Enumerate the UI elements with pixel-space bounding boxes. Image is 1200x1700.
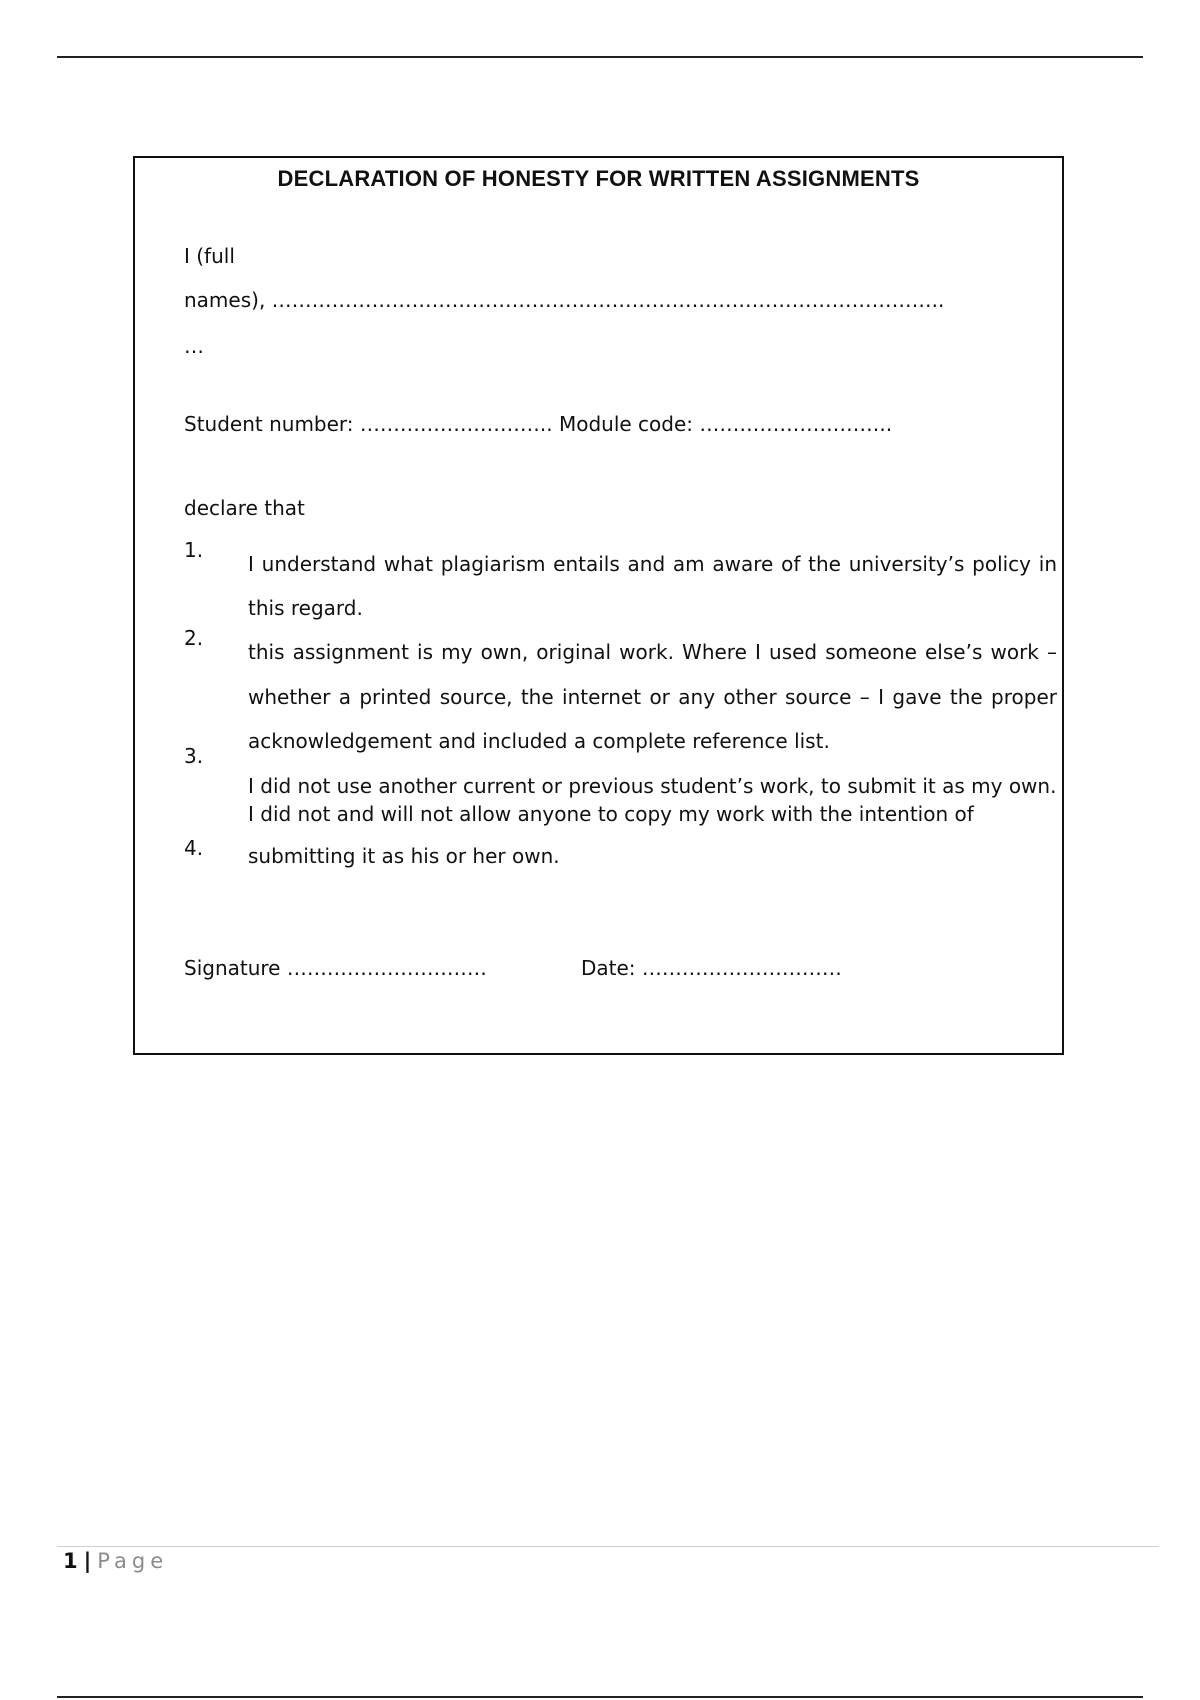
item-number: 2. <box>184 626 204 650</box>
item-1-line-1: I understand what plagiarism entails and am aware of the university’s policy in <box>248 552 1057 576</box>
footer-rule <box>57 1546 1159 1547</box>
item-4-line-2: submitting it as his or her own. <box>248 844 560 868</box>
date-line: Date: ………………………… <box>581 956 842 980</box>
item-number: 4. <box>184 836 204 860</box>
page-label: Page <box>97 1549 169 1573</box>
name-label: I (full <box>184 244 235 268</box>
item-number: 3. <box>184 744 204 768</box>
item-number: 1. <box>184 538 204 562</box>
item-2-line-3: acknowledgement and included a complete reference list. <box>248 729 830 753</box>
page-separator: | <box>83 1549 92 1573</box>
item-3-line-1: I did not use another current or previous student’s work, to submit it as my own. <box>248 774 1057 798</box>
bottom-rule <box>57 1696 1143 1698</box>
declare-that: declare that <box>184 496 305 520</box>
item-4-line-1: I did not and will not allow anyone to copy my work with the intention of <box>248 802 974 826</box>
page-number: 1 <box>63 1549 78 1573</box>
item-1-line-2: this regard. <box>248 596 363 620</box>
student-module-line: Student number: ……………………….. Module code: ……………………….. <box>184 412 893 436</box>
declaration-box <box>133 156 1064 1055</box>
signature-line: Signature ………………………… <box>184 956 487 980</box>
item-2-line-2: whether a printed source, the internet or any other source – I gave the proper <box>248 685 1057 709</box>
name-field-line: names), ……………………………………………………………………………………….. <box>184 288 945 312</box>
name-field-continuation: … <box>184 334 204 358</box>
page-footer <box>63 1549 168 1573</box>
document-title: DECLARATION OF HONESTY FOR WRITTEN ASSIGNMENTS <box>277 166 920 191</box>
item-2-line-1: this assignment is my own, original work. Where I used someone else’s work – <box>248 640 1057 664</box>
top-rule <box>57 56 1143 58</box>
